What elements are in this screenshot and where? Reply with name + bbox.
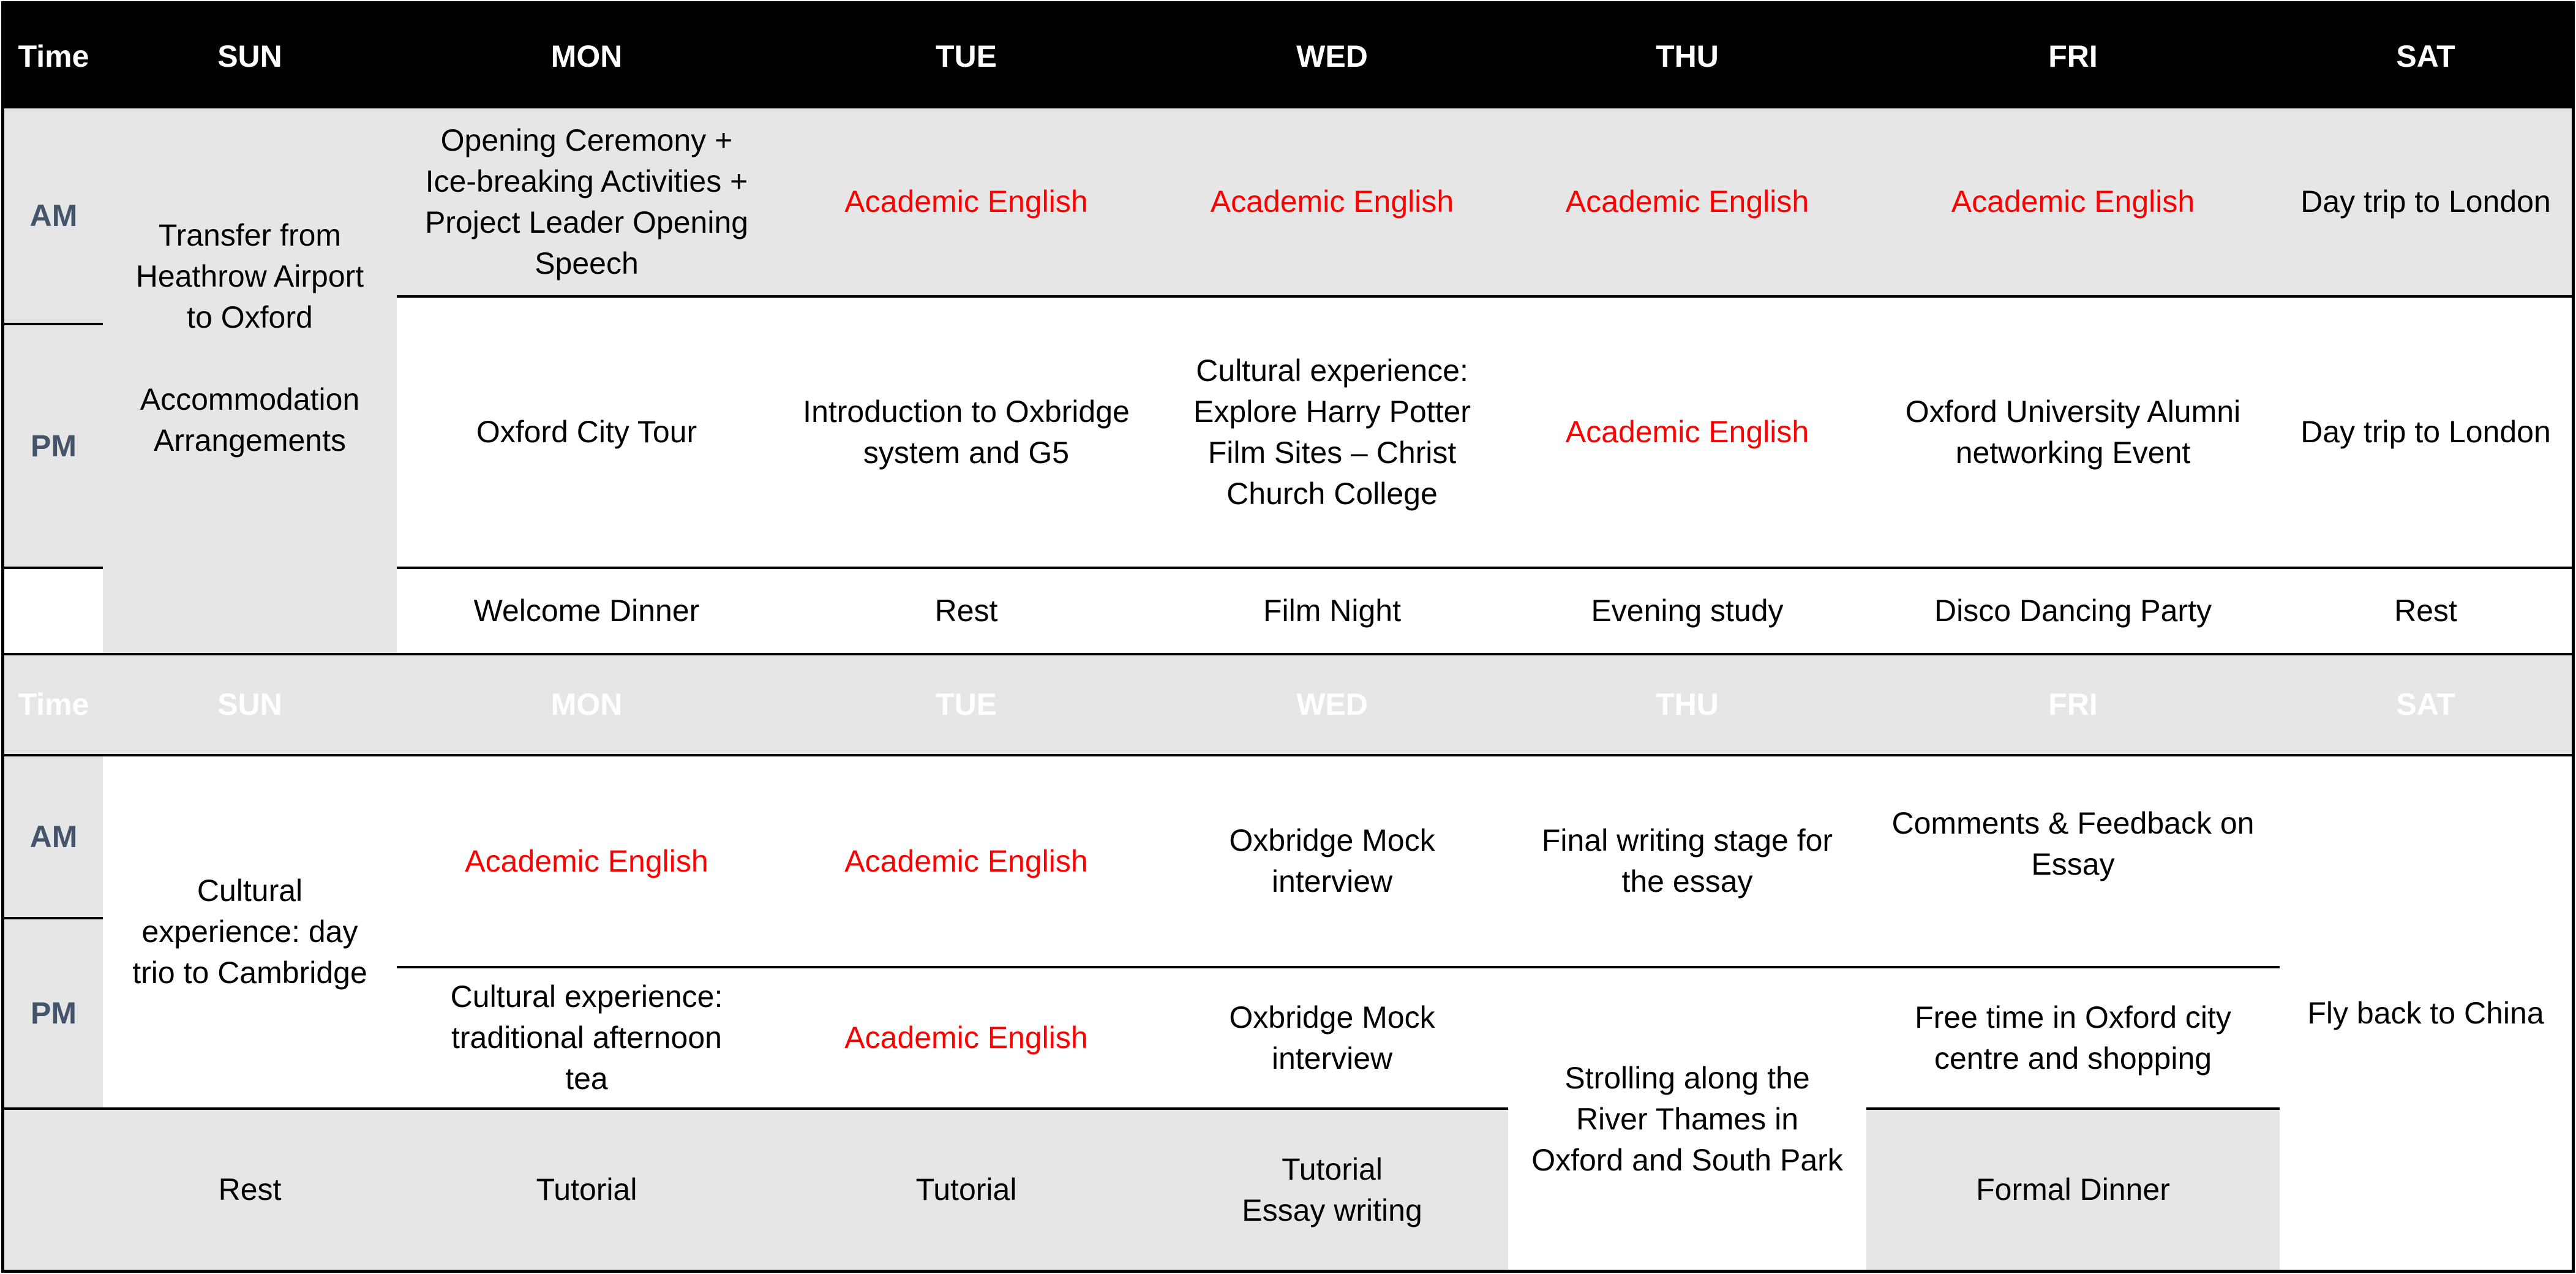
header-mon: MON (550, 39, 623, 74)
w1-eve-wed: Film Night (1263, 594, 1402, 628)
sun-transfer-cell: Transfer from Heathrow Airport to Oxford Accommodation Arrangements (135, 218, 364, 458)
w2-header-tue: TUE (936, 687, 997, 722)
header-time: Time (18, 39, 89, 74)
w2-eve-fri: Formal Dinner (1976, 1172, 2170, 1207)
w1-eve-thu: Evening study (1591, 594, 1784, 628)
w2-pm-mon: Cultural experience: traditional afternoon tea (450, 979, 723, 1096)
divider (4, 567, 103, 569)
w1-pm-wed: Cultural experience: Explore Harry Potter Film Sites – Christ Church College (1193, 353, 1471, 511)
w2-am-thu: Final writing stage for the essay (1541, 823, 1833, 899)
header-fri: FRI (2048, 39, 2098, 74)
w2-thu-thames-cell: Strolling along the River Thames in Oxford and South Park (1531, 1060, 1843, 1177)
header-sun: SUN (217, 39, 282, 74)
w2-eve-tue: Tutorial (915, 1172, 1017, 1207)
w1-eve-sat: Rest (2394, 594, 2457, 628)
w1-am-wed: Academic English (1210, 184, 1454, 219)
w1-eve-tue: Rest (934, 594, 998, 628)
w2-header-mon: MON (550, 687, 623, 722)
w2-pm-label: PM (31, 996, 77, 1030)
w1-am-thu: Academic English (1565, 184, 1809, 219)
header-sat: SAT (2396, 39, 2455, 74)
w2-eve-mon: Tutorial (536, 1172, 637, 1207)
schedule-table (1, 1, 2575, 1273)
w2-header-time: Time (18, 687, 89, 722)
w2-header-fri: FRI (2048, 687, 2098, 722)
w1-am-sat: Day trip to London (2300, 184, 2551, 219)
w1-am-tue: Academic English (844, 184, 1088, 219)
header-tue: TUE (936, 39, 997, 74)
w2-sun-cambridge-cell: Cultural experience: day trio to Cambridge (132, 873, 367, 990)
header-thu: THU (1656, 39, 1719, 74)
w2-am-wed: Oxbridge Mock interview (1229, 823, 1435, 899)
w2-sat-fly-back-cell: Fly back to China (2307, 995, 2544, 1030)
w1-pm-sat: Day trip to London (2300, 415, 2551, 449)
w1-am-fri: Academic English (1951, 184, 2195, 219)
w2-header-sat: SAT (2396, 687, 2455, 722)
w2-eve-sun: Rest (218, 1172, 282, 1207)
w1-eve-mon: Welcome Dinner (473, 594, 700, 628)
w2-header-sun: SUN (217, 687, 282, 722)
header-wed: WED (1296, 39, 1368, 74)
w2-eve-wed: Tutorial Essay writing (1242, 1152, 1422, 1227)
w1-pm-tue: Introduction to Oxbridge system and G5 (803, 394, 1130, 470)
w1-pm-fri: Oxford University Alumni networking Event (1905, 394, 2241, 470)
w2-am-label: AM (29, 819, 78, 854)
w1-pm-mon: Oxford City Tour (476, 415, 697, 449)
pm-label: PM (31, 428, 77, 463)
w2-header-wed: WED (1296, 687, 1368, 722)
w1-am-mon: Opening Ceremony + Ice-breaking Activities + Project Leader Opening Speech (424, 123, 749, 281)
w2-pm-tue: Academic English (844, 1020, 1088, 1055)
w2-header-thu: THU (1656, 687, 1719, 722)
w1-eve-fri: Disco Dancing Party (1934, 594, 2212, 628)
w2-am-mon: Academic English (465, 843, 708, 878)
am-label: AM (29, 198, 78, 233)
w2-am-tue: Academic English (844, 843, 1088, 878)
w2-pm-fri: Free time in Oxford city centre and shopping (1915, 1000, 2231, 1076)
w2-pm-wed: Oxbridge Mock interview (1229, 1000, 1435, 1076)
w2-am-fri: Comments & Feedback on Essay (1891, 805, 2255, 881)
w1-pm-thu: Academic English (1565, 415, 1809, 449)
